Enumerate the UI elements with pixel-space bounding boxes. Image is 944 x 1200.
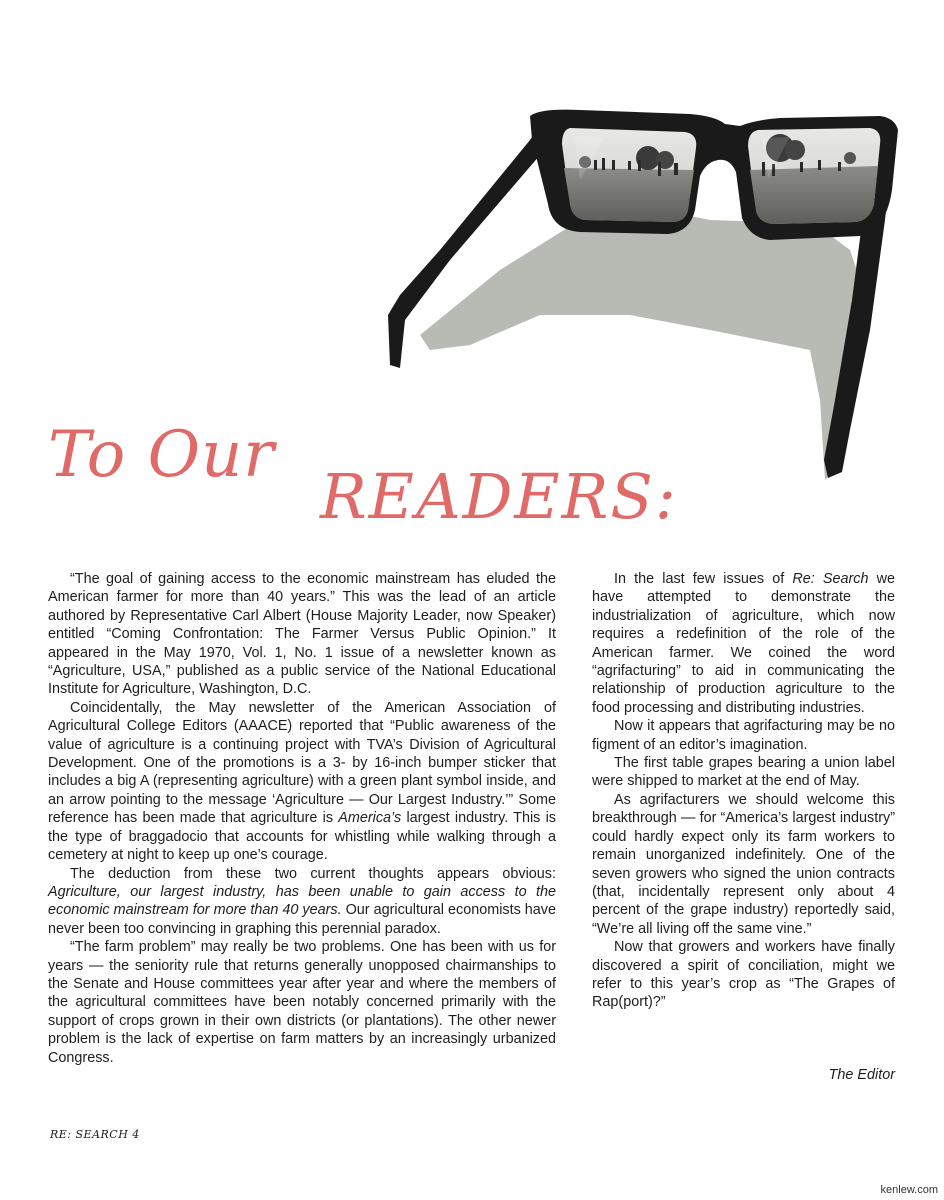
title-readers: READERS: bbox=[320, 460, 678, 533]
right-paragraph-5: Now that growers and workers have finally discovered a spirit of conciliation, might we refer to this year’s crop as “The Grapes of Rap(port)?” bbox=[592, 939, 895, 1011]
watermark: kenlew.com bbox=[880, 1184, 938, 1196]
left-paragraph-3-emphasis: Agriculture, our largest industry, has been unable to gain access to the economic mainstream for more than 40 years. bbox=[48, 883, 556, 919]
left-paragraph-3-text-b: Our agricultural economists have never been too convincing in graphing this perennial paradox. bbox=[48, 902, 556, 937]
left-paragraph-2-text-b: largest industry. This is the type of braggadocio that accounts for whistling while walking through a cemetery at night to keep up one’s courage. bbox=[48, 810, 556, 864]
right-paragraph-1-text-a: In the last few issues of bbox=[614, 571, 793, 587]
left-paragraph-2-emphasis: America’s bbox=[338, 810, 402, 827]
right-paragraph-1 bbox=[592, 570, 895, 717]
left-paragraph-4: “The farm problem” may really be two problems. One has been with us for years — the seniority rule that returns generally unopposed chairmanships to the Senate and House committees year after year and where the members of the agricultural committees have been notably concerned primarily with the support of crops grown in their own districts (or plantations). The other newer problem is the lack of expertise on farm matters by an increasingly urbanized Congress. bbox=[48, 939, 556, 1066]
title-to-our: To Our bbox=[48, 418, 275, 492]
left-paragraph-2-text-a: Coincidentally, the May newsletter of the American Association of Agricultural College Editors (AAACE) reported that “Public awareness of the value of agriculture is a continuing project with TVA’s Division of Agricultural Development. One of the promotions is a 3- by 16-inch bumper sticker that includes a big A (representing agriculture) with a green plant symbol inside, and an arrow pointing to the message ‘Agriculture — Our Largest Industry.’” Some reference has been made that agriculture is bbox=[48, 699, 556, 827]
right-paragraph-1-text-b: we have attempted to demonstrate the industrialization of agriculture, which now requires a redefinition of the role of the American farmer. We coined the word “agrifacturing” to aid in communicating the relationship of production agriculture to the food processing and distributing industries. bbox=[592, 571, 895, 716]
left-column bbox=[48, 570, 556, 1067]
right-column bbox=[592, 570, 895, 1012]
right-paragraph-4: As agrifacturers we should welcome this breakthrough — for “America’s largest industry” could hardly expect only its farm workers to remain unorganized indefinitely. One of the seven growers who signed the union contracts (that, incidentally represent only about 4 percent of the grape industry) reportedly said, “We’re all living off the same vine.” bbox=[592, 791, 895, 937]
page-footer-label: RE: SEARCH 4 bbox=[50, 1128, 140, 1141]
right-paragraph-1-emphasis: Re: Search bbox=[792, 571, 869, 587]
left-paragraph-3-text-a: The deduction from these two current thoughts appears obvious: bbox=[70, 865, 556, 882]
left-paragraph-3 bbox=[48, 865, 556, 939]
sunglasses-reflecting-field-icon bbox=[380, 100, 925, 490]
editor-signature: The Editor bbox=[828, 1067, 895, 1083]
right-paragraph-3: The first table grapes bearing a union label were shipped to market at the end of May. bbox=[592, 755, 895, 790]
right-paragraph-2: Now it appears that agrifacturing may be no figment of an editor’s imagination. bbox=[592, 718, 895, 753]
left-paragraph-2 bbox=[48, 699, 556, 865]
left-paragraph-1: “The goal of gaining access to the economic mainstream has eluded the American farmer for more than 40 years.” This was the lead of an article authored by Representative Carl Albert (House Majority Leader, now Speaker) entitled “Coming Confrontation: The Farmer Versus Public Opinion.” It appeared in the May 1970, Vol. 1, No. 1 issue of a newsletter known as “Agriculture, USA,” published as a public service of the National Educational Institute for Agriculture, Washington, D.C. bbox=[48, 571, 556, 698]
